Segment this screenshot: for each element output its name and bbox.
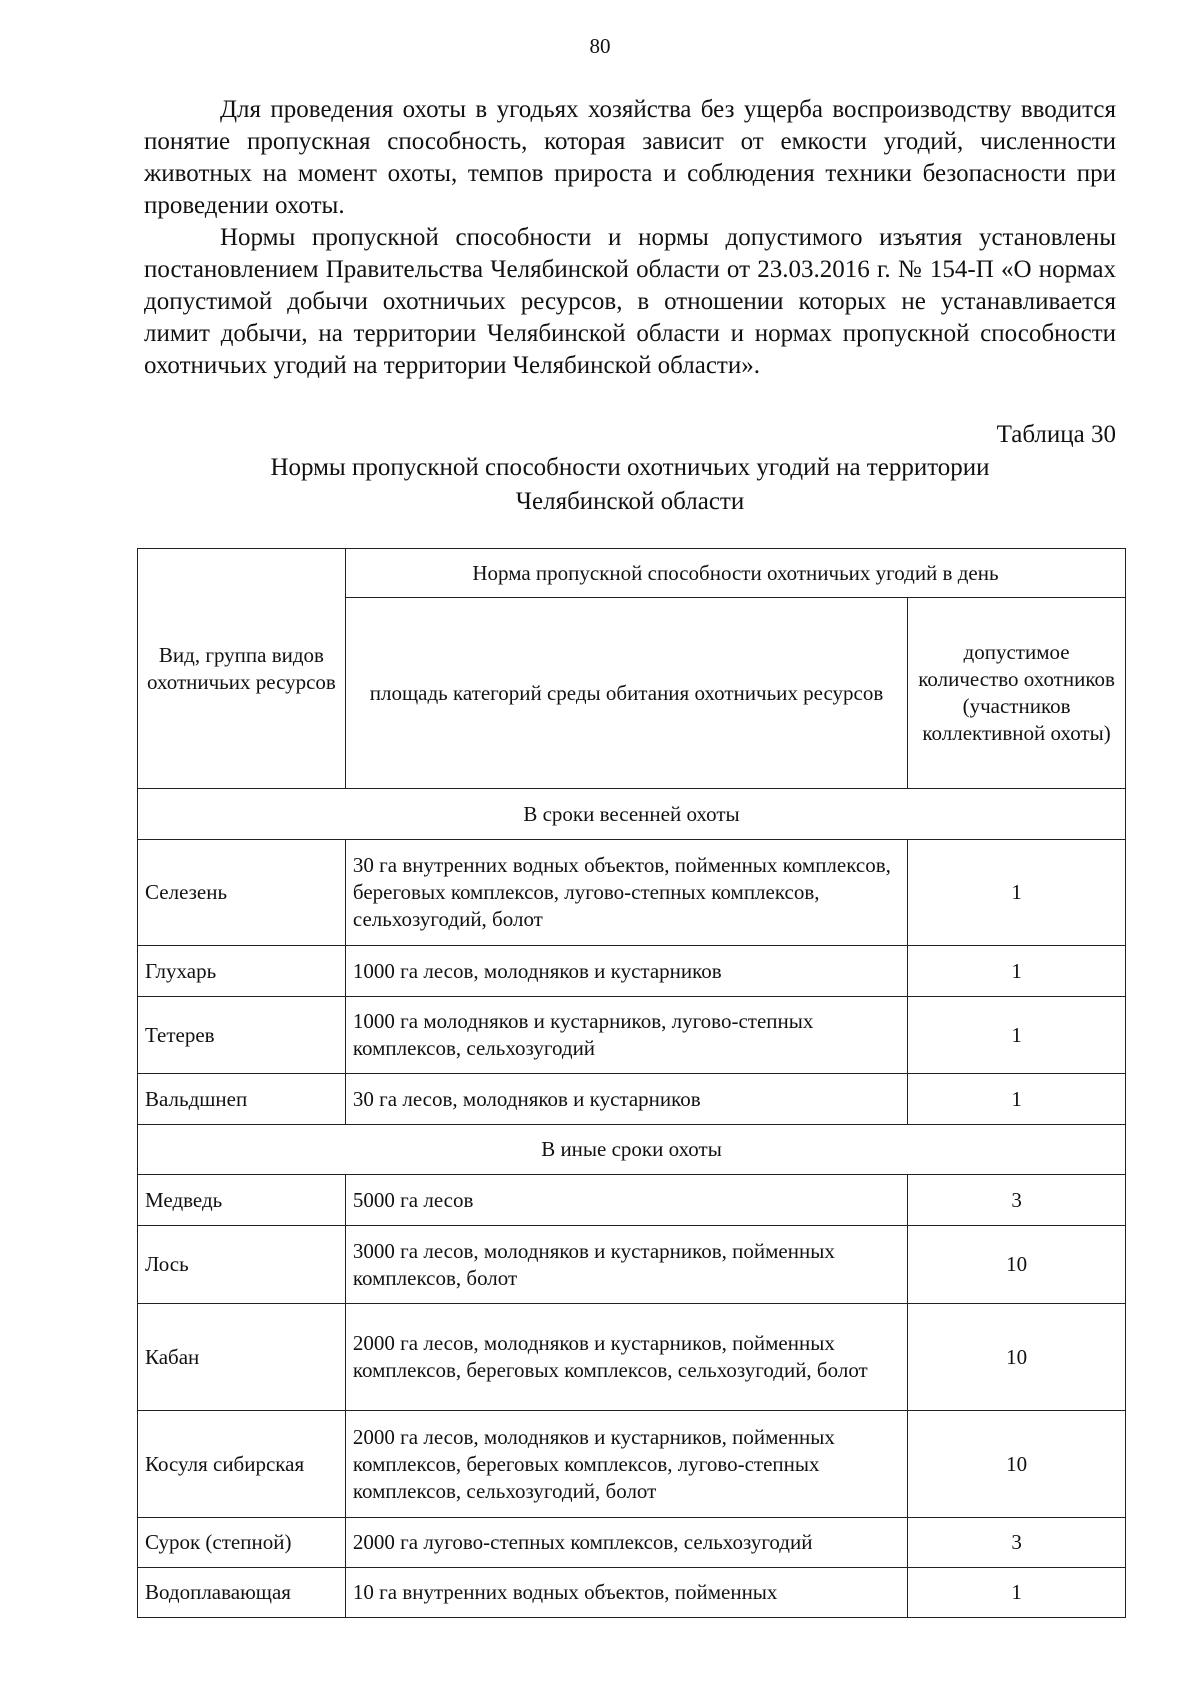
area-cell: 5000 га лесов <box>345 1175 907 1226</box>
header-species: Вид, группа видов охотничьих ресурсов <box>138 549 346 789</box>
table-row <box>138 1304 1126 1411</box>
table-row <box>138 1568 1126 1618</box>
table-row <box>138 1226 1126 1304</box>
area-cell: 1000 га лесов, молодняков и кустарников <box>345 946 907 997</box>
area-cell: 30 га внутренних водных объектов, пойменных комплексов, береговых комплексов, лугово-степных комплексов, сельхозугодий, болот <box>345 840 907 946</box>
table-row <box>138 946 1126 997</box>
table-row <box>138 1411 1126 1518</box>
norms-table <box>137 548 1126 1618</box>
table-row <box>138 997 1126 1074</box>
hunters-cell: 10 <box>908 1226 1126 1304</box>
table-title <box>144 451 1116 519</box>
header-area: площадь категорий среды обитания охотничьих ресурсов <box>345 598 907 789</box>
paragraph-1: Для проведения охоты в угодьях хозяйства без ущерба воспроизводству вводится понятие пропускная способность, которая зависит от емкости угодий, численности животных на момент охоты, темпов прироста и соблюдения техники безопасности при проведении охоты. <box>144 96 1116 219</box>
species-cell: Вальдшнеп <box>138 1074 346 1125</box>
header-row-1 <box>138 549 1126 598</box>
table-title-line-1: Нормы пропускной способности охотничьих угодий на территории <box>270 454 990 481</box>
area-cell: 2000 га лесов, молодняков и кустарников, пойменных комплексов, береговых комплексов, лугово-степных комплексов, сельхозугодий, болот <box>345 1411 907 1518</box>
table-row <box>138 1518 1126 1568</box>
species-cell: Лось <box>138 1226 346 1304</box>
species-cell: Медведь <box>138 1175 346 1226</box>
area-cell: 1000 га молодняков и кустарников, лугово-степных комплексов, сельхозугодий <box>345 997 907 1074</box>
hunters-cell: 3 <box>908 1175 1126 1226</box>
hunters-cell: 1 <box>908 997 1126 1074</box>
header-norm: Норма пропускной способности охотничьих угодий в день <box>345 549 1125 598</box>
species-cell: Сурок (степной) <box>138 1518 346 1568</box>
table-row <box>138 1074 1126 1125</box>
hunters-cell: 1 <box>908 1074 1126 1125</box>
section-title-spring: В сроки весенней охоты <box>138 789 1126 840</box>
section-row <box>138 789 1126 840</box>
hunters-cell: 10 <box>908 1411 1126 1518</box>
area-cell: 2000 га лугово-степных комплексов, сельхозугодий <box>345 1518 907 1568</box>
species-cell: Косуля сибирская <box>138 1411 346 1518</box>
hunters-cell: 10 <box>908 1304 1126 1411</box>
species-cell: Глухарь <box>138 946 346 997</box>
table-title-line-2: Челябинской области <box>515 488 745 515</box>
hunters-cell: 1 <box>908 840 1126 946</box>
table-row <box>138 840 1126 946</box>
section-row <box>138 1125 1126 1175</box>
species-cell: Тетерев <box>138 997 346 1074</box>
hunters-cell: 1 <box>908 1568 1126 1618</box>
species-cell: Кабан <box>138 1304 346 1411</box>
area-cell: 3000 га лесов, молодняков и кустарников, пойменных комплексов, болот <box>345 1226 907 1304</box>
body-text <box>144 94 1116 382</box>
header-hunters: допустимое количество охотников (участников коллективной охоты) <box>908 598 1126 789</box>
table-caption: Таблица 30 <box>996 421 1116 448</box>
table-row <box>138 1175 1126 1226</box>
species-cell: Водоплавающая <box>138 1568 346 1618</box>
paragraph-2: Нормы пропускной способности и нормы допустимого изъятия установлены постановлением Правительства Челябинской области от 23.03.2016 г. № 154-П «О нормах допустимой добычи охотничьих ресурсов, в отношении которых не устанавливается лимит добычи, на территории Челябинской области и нормах пропускной способности охотничьих угодий на территории Челябинской области». <box>144 224 1116 379</box>
species-cell: Селезень <box>138 840 346 946</box>
page-number: 80 <box>589 34 611 58</box>
hunters-cell: 1 <box>908 946 1126 997</box>
area-cell: 2000 га лесов, молодняков и кустарников, пойменных комплексов, береговых комплексов, сельхозугодий, болот <box>345 1304 907 1411</box>
section-title-other: В иные сроки охоты <box>138 1125 1126 1175</box>
hunters-cell: 3 <box>908 1518 1126 1568</box>
area-cell: 10 га внутренних водных объектов, пойменных <box>345 1568 907 1618</box>
area-cell: 30 га лесов, молодняков и кустарников <box>345 1074 907 1125</box>
